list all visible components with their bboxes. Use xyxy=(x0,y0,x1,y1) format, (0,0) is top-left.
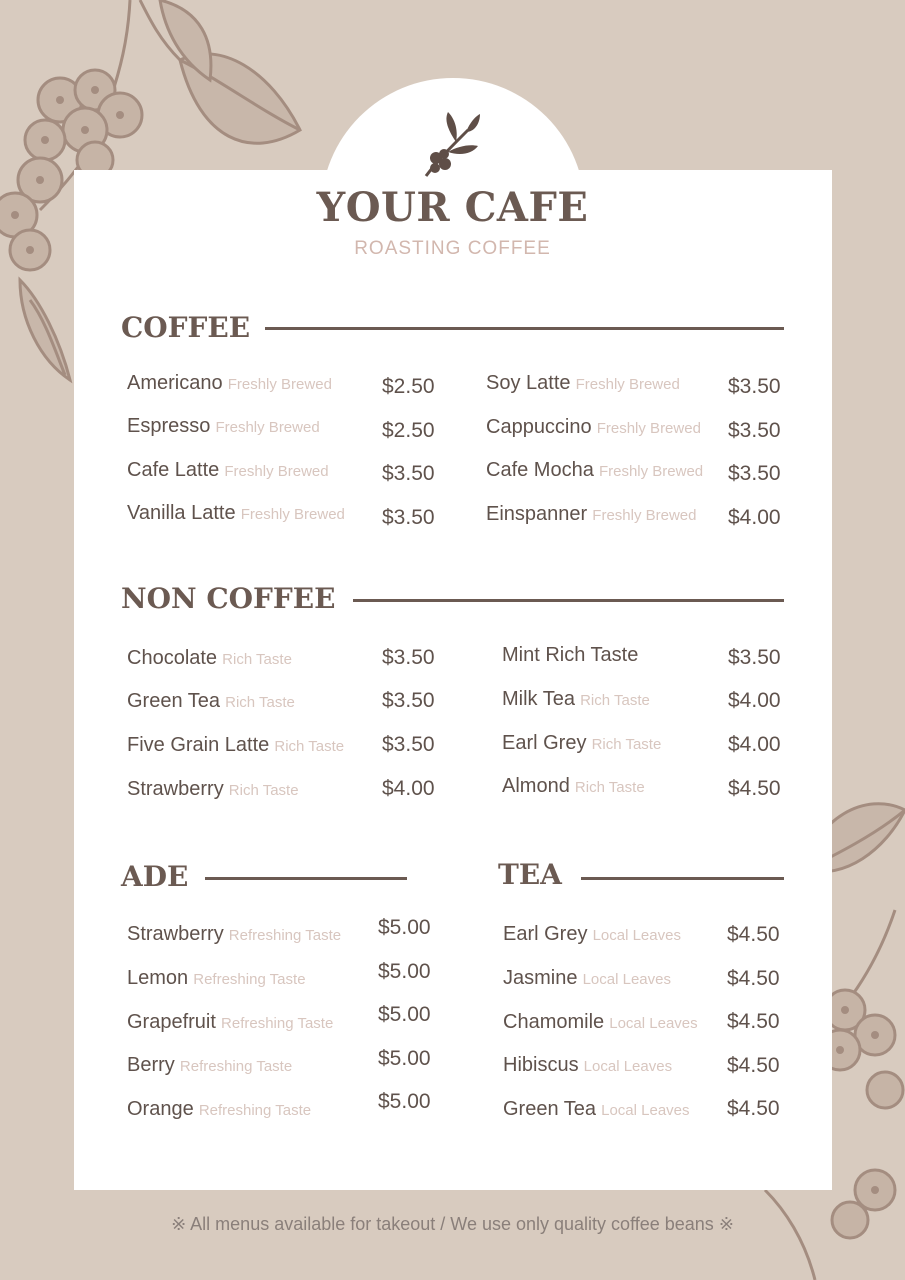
menu-item-green-tea-leaves: Green Tea Local Leaves xyxy=(503,1098,690,1120)
menu-price: $2.50 xyxy=(382,375,435,398)
section-rule-coffee xyxy=(265,327,784,330)
menu-item-earl-grey: Earl Grey Rich Taste xyxy=(502,732,662,754)
section-rule-ade xyxy=(205,877,407,880)
section-title-ade: ADE xyxy=(121,860,189,893)
menu-price: $4.00 xyxy=(382,777,435,800)
menu-item-espresso: Espresso Freshly Brewed xyxy=(127,415,320,437)
menu-item-soy-latte: Soy Latte Freshly Brewed xyxy=(486,372,680,394)
cafe-tagline: ROASTING COFFEE xyxy=(354,238,551,259)
menu-price: $4.50 xyxy=(727,923,780,946)
menu-price: $5.00 xyxy=(378,916,431,939)
menu-price: $4.50 xyxy=(727,967,780,990)
menu-price: $4.50 xyxy=(727,1054,780,1077)
menu-price: $4.50 xyxy=(727,1010,780,1033)
menu-item-cappuccino: Cappuccino Freshly Brewed xyxy=(486,416,701,438)
menu-price: $3.50 xyxy=(728,462,781,485)
menu-price: $3.50 xyxy=(382,689,435,712)
menu-price: $3.50 xyxy=(728,646,781,669)
menu-item-chamomile-tea: Chamomile Local Leaves xyxy=(503,1011,698,1033)
menu-price: $5.00 xyxy=(378,960,431,983)
menu-price: $3.50 xyxy=(728,375,781,398)
menu-price: $2.50 xyxy=(382,419,435,442)
menu-price: $4.00 xyxy=(728,733,781,756)
menu-price: $3.50 xyxy=(728,419,781,442)
menu-price: $3.50 xyxy=(382,646,435,669)
section-rule-non-coffee xyxy=(353,599,784,602)
section-title-tea: TEA xyxy=(498,858,562,891)
menu-price: $4.00 xyxy=(728,506,781,529)
menu-item-einspanner: Einspanner Freshly Brewed xyxy=(486,503,697,525)
menu-item-chocolate: Chocolate Rich Taste xyxy=(127,647,292,669)
menu-price: $4.50 xyxy=(727,1097,780,1120)
menu-item-grapefruit-ade: Grapefruit Refreshing Taste xyxy=(127,1011,334,1033)
menu-item-strawberry-ade: Strawberry Refreshing Taste xyxy=(127,923,342,945)
coffee-branch-logo-icon xyxy=(418,110,482,178)
section-rule-tea xyxy=(581,877,784,880)
section-title-non-coffee: NON COFFEE xyxy=(121,582,336,615)
menu-item-cafe-mocha: Cafe Mocha Freshly Brewed xyxy=(486,459,704,481)
menu-price: $3.50 xyxy=(382,462,435,485)
menu-item-hibiscus-tea: Hibiscus Local Leaves xyxy=(503,1054,673,1076)
menu-item-jasmine-tea: Jasmine Local Leaves xyxy=(503,967,671,989)
menu-price: $5.00 xyxy=(378,1047,431,1070)
footer-note: ※ All menus available for takeout / We use only quality coffee beans ※ xyxy=(171,1214,734,1234)
menu-item-green-tea: Green Tea Rich Taste xyxy=(127,690,295,712)
menu-price: $4.50 xyxy=(728,777,781,800)
menu-price: $3.50 xyxy=(382,733,435,756)
menu-item-almond: Almond Rich Taste xyxy=(502,775,645,797)
menu-item-cafe-latte: Cafe Latte Freshly Brewed xyxy=(127,459,329,481)
menu-item-orange-ade: Orange Refreshing Taste xyxy=(127,1098,312,1120)
menu-item-lemon-ade: Lemon Refreshing Taste xyxy=(127,967,306,989)
menu-price: $3.50 xyxy=(382,506,435,529)
cafe-name: YOUR CAFE xyxy=(316,184,589,231)
menu-item-vanilla-latte: Vanilla Latte Freshly Brewed xyxy=(127,502,345,524)
menu-item-strawberry: Strawberry Rich Taste xyxy=(127,778,299,800)
menu-item-milk-tea: Milk Tea Rich Taste xyxy=(502,688,650,710)
menu-item-mint: Mint Rich Taste xyxy=(502,644,639,666)
menu-item-berry-ade: Berry Refreshing Taste xyxy=(127,1054,293,1076)
menu-price: $5.00 xyxy=(378,1090,431,1113)
menu-item-five-grain-latte: Five Grain Latte Rich Taste xyxy=(127,734,345,756)
menu-price: $4.00 xyxy=(728,689,781,712)
section-title-coffee: COFFEE xyxy=(121,311,251,344)
menu-item-americano: Americano Freshly Brewed xyxy=(127,372,332,394)
menu-item-earl-grey-tea: Earl Grey Local Leaves xyxy=(503,923,681,945)
menu-price: $5.00 xyxy=(378,1003,431,1026)
